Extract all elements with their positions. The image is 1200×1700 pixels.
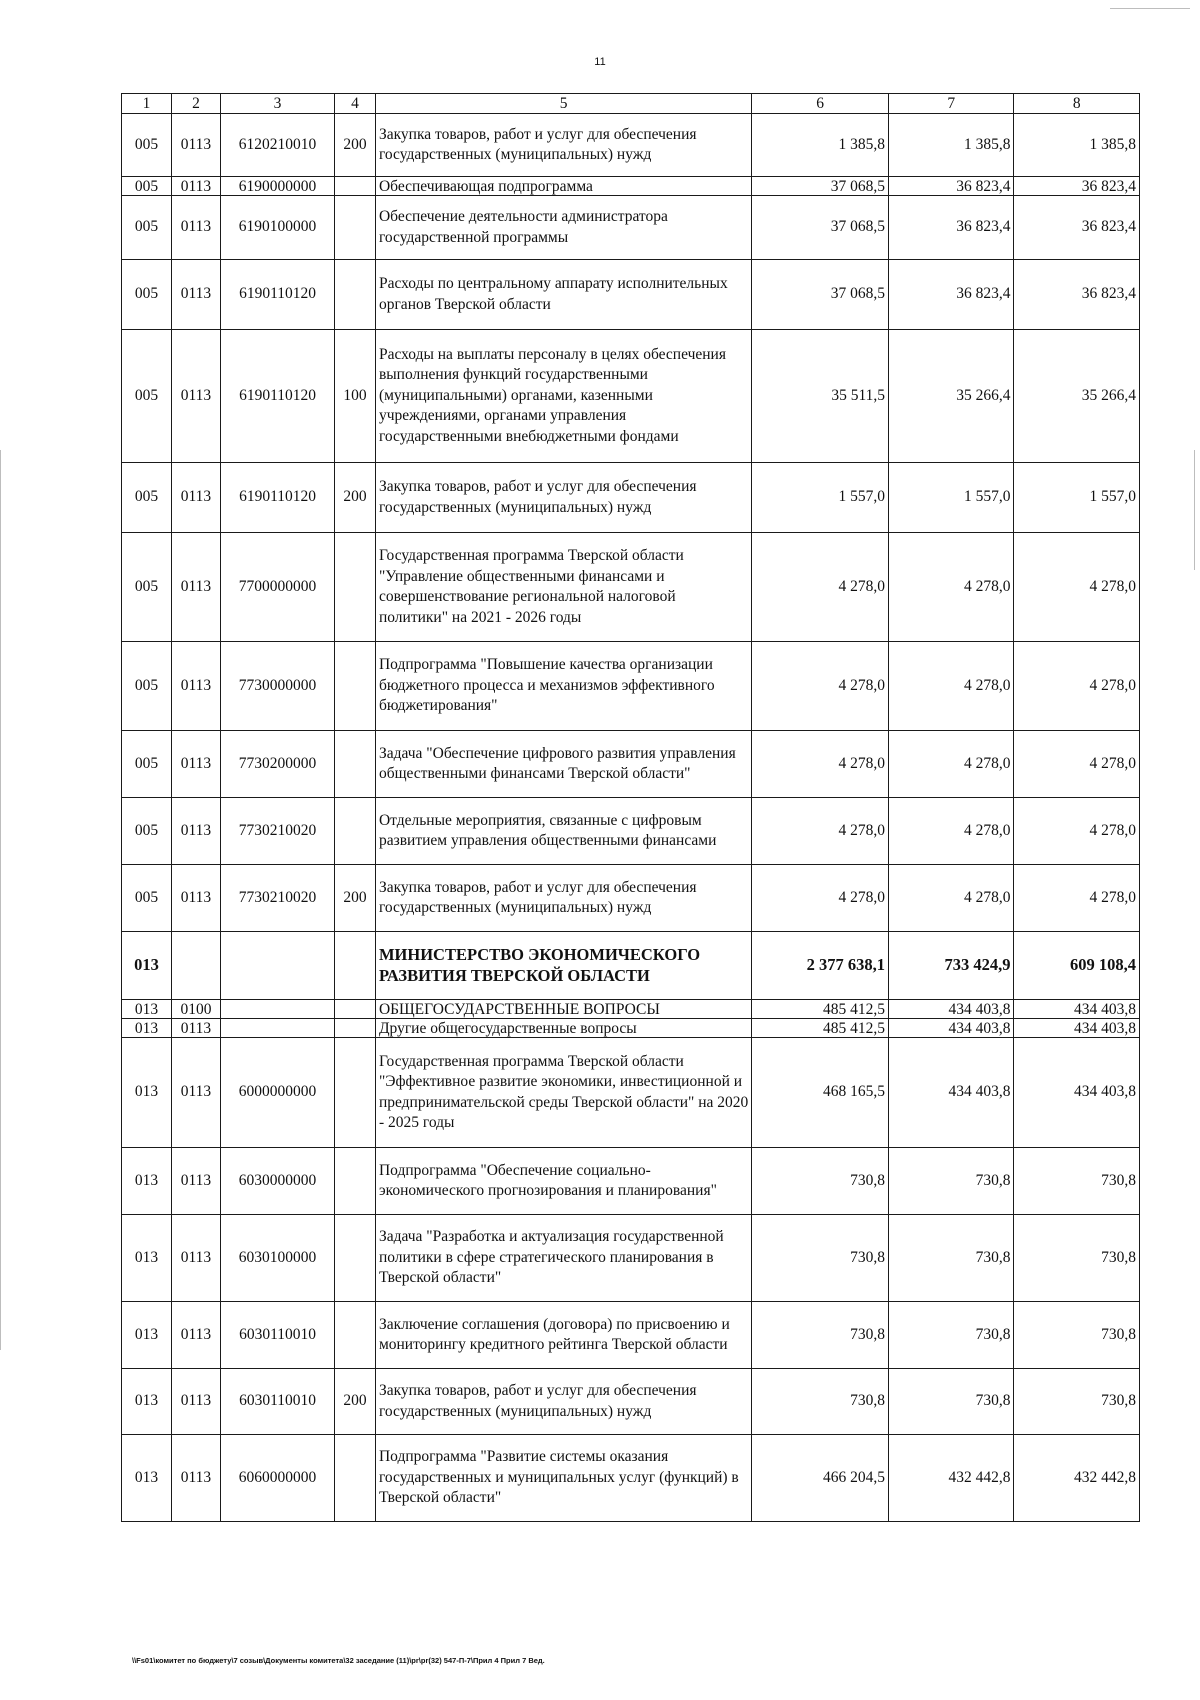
cell-amount-3: 730,8 (1014, 1148, 1140, 1215)
cell-amount-1: 468 165,5 (752, 1038, 889, 1148)
cell-target-article: 6190110120 (220, 260, 334, 330)
scan-edge-line (1194, 450, 1195, 570)
table-row (122, 196, 1140, 260)
cell-amount-3: 1 385,8 (1014, 114, 1140, 177)
cell-amount-2: 434 403,8 (889, 1000, 1014, 1019)
cell-expense-type (335, 1302, 376, 1369)
cell-ministry-code: 005 (122, 731, 172, 798)
file-path-footer: \\Fs01\комитет по бюджету\7 созыв\Документы комитета\32 заседание (11)\pr\pr(32) 547-П-7\Прил 4 Прил 7 Вед. (132, 1656, 545, 1665)
cell-target-article: 7730200000 (220, 731, 334, 798)
cell-section-code: 0113 (171, 114, 220, 177)
table-row (122, 177, 1140, 196)
cell-expense-type (335, 1038, 376, 1148)
cell-amount-1: 37 068,5 (752, 260, 889, 330)
cell-ministry-code: 005 (122, 463, 172, 533)
table-row (122, 1435, 1140, 1522)
cell-amount-2: 4 278,0 (889, 731, 1014, 798)
cell-amount-2: 730,8 (889, 1148, 1014, 1215)
cell-expense-type (335, 798, 376, 865)
cell-section-code: 0113 (171, 642, 220, 731)
cell-section-code: 0113 (171, 1435, 220, 1522)
cell-target-article (220, 1019, 334, 1038)
cell-expense-type: 100 (335, 330, 376, 463)
cell-amount-2: 432 442,8 (889, 1435, 1014, 1522)
cell-target-article: 7730210020 (220, 865, 334, 932)
cell-amount-1: 1 385,8 (752, 114, 889, 177)
cell-target-article (220, 1000, 334, 1019)
cell-section-code: 0113 (171, 865, 220, 932)
cell-section-code: 0113 (171, 533, 220, 642)
cell-description: Заключение соглашения (договора) по присвоению и мониторингу кредитного рейтинга Тверской области (375, 1302, 751, 1369)
cell-expense-type (335, 260, 376, 330)
cell-expense-type (335, 177, 376, 196)
cell-amount-3: 730,8 (1014, 1215, 1140, 1302)
cell-target-article: 6060000000 (220, 1435, 334, 1522)
cell-target-article: 6120210010 (220, 114, 334, 177)
cell-amount-2: 4 278,0 (889, 642, 1014, 731)
cell-amount-3: 609 108,4 (1014, 932, 1140, 1000)
cell-amount-3: 4 278,0 (1014, 642, 1140, 731)
cell-amount-2: 35 266,4 (889, 330, 1014, 463)
cell-amount-1: 4 278,0 (752, 731, 889, 798)
table-row (122, 642, 1140, 731)
cell-amount-2: 434 403,8 (889, 1038, 1014, 1148)
cell-amount-1: 730,8 (752, 1369, 889, 1435)
cell-section-code: 0113 (171, 1019, 220, 1038)
cell-ministry-code: 005 (122, 196, 172, 260)
cell-amount-2: 1 557,0 (889, 463, 1014, 533)
cell-target-article: 6030110010 (220, 1369, 334, 1435)
column-header: 6 (752, 94, 889, 114)
cell-section-code: 0113 (171, 1148, 220, 1215)
cell-amount-2: 434 403,8 (889, 1019, 1014, 1038)
table-row (122, 1038, 1140, 1148)
cell-ministry-code: 005 (122, 533, 172, 642)
table-row (122, 1369, 1140, 1435)
cell-amount-1: 4 278,0 (752, 533, 889, 642)
cell-ministry-code: 013 (122, 1435, 172, 1522)
cell-description: Закупка товаров, работ и услуг для обеспечения государственных (муниципальных) нужд (375, 1369, 751, 1435)
cell-expense-type (335, 932, 376, 1000)
cell-target-article: 6190000000 (220, 177, 334, 196)
cell-amount-3: 1 557,0 (1014, 463, 1140, 533)
cell-expense-type (335, 533, 376, 642)
cell-description: Задача "Разработка и актуализация государственной политики в сфере стратегического планирования в Тверской области" (375, 1215, 751, 1302)
cell-target-article: 7700000000 (220, 533, 334, 642)
cell-expense-type (335, 1000, 376, 1019)
cell-amount-1: 485 412,5 (752, 1019, 889, 1038)
table-row (122, 932, 1140, 1000)
cell-amount-2: 1 385,8 (889, 114, 1014, 177)
cell-description: Обеспечивающая подпрограмма (375, 177, 751, 196)
cell-amount-1: 4 278,0 (752, 798, 889, 865)
cell-amount-3: 35 266,4 (1014, 330, 1140, 463)
table-row (122, 1019, 1140, 1038)
cell-ministry-code: 013 (122, 932, 172, 1000)
cell-amount-1: 37 068,5 (752, 196, 889, 260)
table-row (122, 330, 1140, 463)
cell-description: МИНИСТЕРСТВО ЭКОНОМИЧЕСКОГО РАЗВИТИЯ ТВЕРСКОЙ ОБЛАСТИ (375, 932, 751, 1000)
cell-ministry-code: 005 (122, 114, 172, 177)
cell-expense-type: 200 (335, 865, 376, 932)
cell-section-code: 0113 (171, 1302, 220, 1369)
cell-amount-3: 4 278,0 (1014, 731, 1140, 798)
cell-amount-3: 36 823,4 (1014, 260, 1140, 330)
cell-ministry-code: 005 (122, 260, 172, 330)
cell-expense-type (335, 1435, 376, 1522)
cell-description: Подпрограмма "Обеспечение социально-экономического прогнозирования и планирования" (375, 1148, 751, 1215)
cell-description: Другие общегосударственные вопросы (375, 1019, 751, 1038)
table-row (122, 533, 1140, 642)
cell-amount-3: 4 278,0 (1014, 865, 1140, 932)
cell-amount-3: 730,8 (1014, 1302, 1140, 1369)
cell-section-code: 0113 (171, 260, 220, 330)
cell-ministry-code: 005 (122, 798, 172, 865)
cell-target-article: 7730210020 (220, 798, 334, 865)
table-header-row (122, 94, 1140, 114)
cell-amount-1: 1 557,0 (752, 463, 889, 533)
cell-amount-3: 434 403,8 (1014, 1019, 1140, 1038)
cell-target-article: 6030100000 (220, 1215, 334, 1302)
cell-ministry-code: 013 (122, 1000, 172, 1019)
column-header: 3 (220, 94, 334, 114)
cell-amount-2: 36 823,4 (889, 260, 1014, 330)
table-row (122, 798, 1140, 865)
cell-ministry-code: 005 (122, 865, 172, 932)
cell-expense-type (335, 731, 376, 798)
cell-description: Закупка товаров, работ и услуг для обеспечения государственных (муниципальных) нужд (375, 114, 751, 177)
cell-section-code: 0113 (171, 463, 220, 533)
column-header: 8 (1014, 94, 1140, 114)
cell-amount-3: 434 403,8 (1014, 1038, 1140, 1148)
page-number: 11 (594, 56, 606, 68)
cell-amount-2: 4 278,0 (889, 865, 1014, 932)
cell-expense-type: 200 (335, 1369, 376, 1435)
cell-ministry-code: 005 (122, 330, 172, 463)
cell-description: Закупка товаров, работ и услуг для обеспечения государственных (муниципальных) нужд (375, 463, 751, 533)
cell-amount-3: 432 442,8 (1014, 1435, 1140, 1522)
cell-amount-1: 37 068,5 (752, 177, 889, 196)
cell-expense-type (335, 1148, 376, 1215)
cell-amount-1: 2 377 638,1 (752, 932, 889, 1000)
cell-amount-1: 730,8 (752, 1148, 889, 1215)
cell-amount-1: 4 278,0 (752, 642, 889, 731)
cell-ministry-code: 013 (122, 1302, 172, 1369)
cell-target-article: 6190110120 (220, 463, 334, 533)
cell-expense-type: 200 (335, 463, 376, 533)
cell-amount-1: 466 204,5 (752, 1435, 889, 1522)
cell-ministry-code: 005 (122, 642, 172, 731)
column-header: 1 (122, 94, 172, 114)
table-row (122, 463, 1140, 533)
table-row (122, 1148, 1140, 1215)
cell-ministry-code: 013 (122, 1019, 172, 1038)
cell-description: Подпрограмма "Развитие системы оказания государственных и муниципальных услуг (функций) в Тверской области" (375, 1435, 751, 1522)
cell-target-article: 6190100000 (220, 196, 334, 260)
cell-ministry-code: 005 (122, 177, 172, 196)
cell-amount-2: 730,8 (889, 1215, 1014, 1302)
cell-amount-1: 35 511,5 (752, 330, 889, 463)
cell-expense-type: 200 (335, 114, 376, 177)
budget-table (121, 93, 1140, 1522)
table-row (122, 1302, 1140, 1369)
cell-amount-2: 730,8 (889, 1302, 1014, 1369)
cell-amount-1: 730,8 (752, 1302, 889, 1369)
cell-amount-3: 434 403,8 (1014, 1000, 1140, 1019)
cell-target-article: 6000000000 (220, 1038, 334, 1148)
column-header: 2 (171, 94, 220, 114)
scan-edge-line (1110, 8, 1190, 9)
cell-description: Расходы на выплаты персоналу в целях обеспечения выполнения функций государственными (муниципальными) органами, казенными учреждениями, органами управления государственными внебюджетными фондами (375, 330, 751, 463)
column-header: 4 (335, 94, 376, 114)
cell-amount-2: 733 424,9 (889, 932, 1014, 1000)
scan-edge-line (0, 450, 1, 1350)
cell-section-code: 0113 (171, 177, 220, 196)
cell-section-code: 0113 (171, 330, 220, 463)
cell-amount-2: 4 278,0 (889, 533, 1014, 642)
cell-amount-2: 4 278,0 (889, 798, 1014, 865)
cell-section-code: 0113 (171, 196, 220, 260)
cell-section-code (171, 932, 220, 1000)
cell-amount-2: 36 823,4 (889, 177, 1014, 196)
cell-amount-1: 730,8 (752, 1215, 889, 1302)
cell-section-code: 0100 (171, 1000, 220, 1019)
cell-section-code: 0113 (171, 1369, 220, 1435)
cell-amount-2: 36 823,4 (889, 196, 1014, 260)
cell-description: Отдельные мероприятия, связанные с цифровым развитием управления общественными финансами (375, 798, 751, 865)
table-row (122, 260, 1140, 330)
cell-section-code: 0113 (171, 798, 220, 865)
cell-description: Подпрограмма "Повышение качества организации бюджетного процесса и механизмов эффективного бюджетирования" (375, 642, 751, 731)
cell-description: Расходы по центральному аппарату исполнительных органов Тверской области (375, 260, 751, 330)
cell-description: Государственная программа Тверской области "Управление общественными финансами и совершенствование региональной налоговой политики" на 2021 - 2026 годы (375, 533, 751, 642)
cell-section-code: 0113 (171, 731, 220, 798)
cell-amount-3: 36 823,4 (1014, 177, 1140, 196)
cell-expense-type (335, 642, 376, 731)
cell-amount-2: 730,8 (889, 1369, 1014, 1435)
cell-target-article (220, 932, 334, 1000)
table-row (122, 865, 1140, 932)
cell-ministry-code: 013 (122, 1215, 172, 1302)
cell-ministry-code: 013 (122, 1148, 172, 1215)
cell-description: Обеспечение деятельности администратора государственной программы (375, 196, 751, 260)
cell-description: ОБЩЕГОСУДАРСТВЕННЫЕ ВОПРОСЫ (375, 1000, 751, 1019)
cell-amount-3: 36 823,4 (1014, 196, 1140, 260)
cell-description: Задача "Обеспечение цифрового развития управления общественными финансами Тверской области" (375, 731, 751, 798)
cell-target-article: 6190110120 (220, 330, 334, 463)
cell-target-article: 7730000000 (220, 642, 334, 731)
cell-ministry-code: 013 (122, 1369, 172, 1435)
cell-target-article: 6030110010 (220, 1302, 334, 1369)
cell-target-article: 6030000000 (220, 1148, 334, 1215)
cell-amount-1: 4 278,0 (752, 865, 889, 932)
column-header: 7 (889, 94, 1014, 114)
cell-amount-3: 730,8 (1014, 1369, 1140, 1435)
cell-description: Закупка товаров, работ и услуг для обеспечения государственных (муниципальных) нужд (375, 865, 751, 932)
cell-amount-3: 4 278,0 (1014, 798, 1140, 865)
table-row (122, 1000, 1140, 1019)
cell-description: Государственная программа Тверской области "Эффективное развитие экономики, инвестиционной и предпринимательской среды Тверской области" на 2020 - 2025 годы (375, 1038, 751, 1148)
cell-section-code: 0113 (171, 1215, 220, 1302)
cell-section-code: 0113 (171, 1038, 220, 1148)
table-row (122, 731, 1140, 798)
cell-amount-3: 4 278,0 (1014, 533, 1140, 642)
cell-expense-type (335, 196, 376, 260)
table-row (122, 1215, 1140, 1302)
cell-expense-type (335, 1019, 376, 1038)
cell-expense-type (335, 1215, 376, 1302)
cell-amount-1: 485 412,5 (752, 1000, 889, 1019)
cell-ministry-code: 013 (122, 1038, 172, 1148)
table-row (122, 114, 1140, 177)
column-header: 5 (375, 94, 751, 114)
